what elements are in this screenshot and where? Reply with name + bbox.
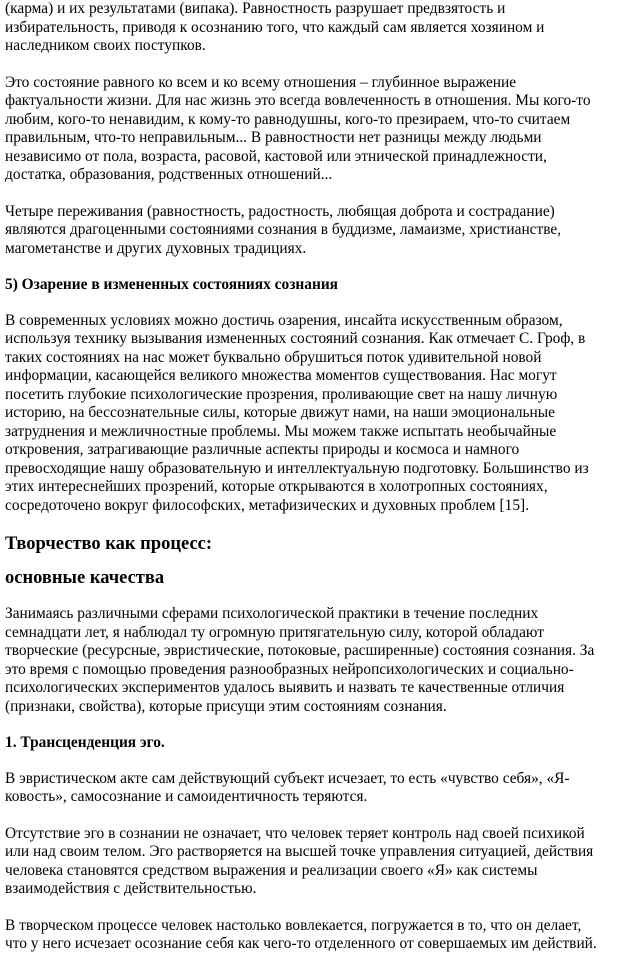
paragraph-grof: В современных условиях можно достичь озарения, инсайта искусственным образом, используя технику вызывания измененных состояний сознания. Как отмечает С. Гроф, в таких состояниях на нас может буквально обрушиться поток удивительной новой информации, касающейся великого множества моментов существования. Нас могут посетить глубокие психологические прозрения, проливающие свет на нашу личную историю, на бессознательные силы, которые движут нами, на наши эмоциональные затруднения и межличностные проблемы. Мы можем также испытать необычайные откровения, затрагивающие различные аспекты природы и космоса и намного превосходящие нашу образовательную и интеллектуальную подготовку. Большинство из этих интереснейших прозрений, которые открываются в холотропных состояниях, сосредоточено вокруг философских, метафизических и духовных проблем [15]. — [5, 311, 589, 514]
paragraph-heuristic-act: В эвристическом акте сам действующий субъект исчезает, то есть «чувство себя», «Я-ковость», самосознание и самоидентичность теряются. — [5, 769, 570, 805]
paragraph-equanimity: Это состояние равного ко всем и ко всему отношения – глубинное выражение фактуальности жизни. Для нас жизнь это всегда вовлеченность в отношения. Мы кого-то любим, кого-то ненавидим, к кому-то равнодушны, кого-то презираем, что-то считаем правильным, что-то неправильным... В равностности нет разницы между людьми независимо от пола, возраста, расовой, кастовой или этнической принадлежности, достатка, образования, родственных отношений... — [5, 73, 591, 183]
chapter-title-line1: Творчество как процесс: — [5, 534, 213, 554]
paragraph-ego-absence: Отсутствие эго в сознании не означает, что человек теряет контроль над своей психикой или над своим телом. Эго растворяется на высшей точке управления ситуацией, действия человека становятся средством выражения и реализации своего «Я» как системы взаимодействия с действительностью. — [5, 824, 594, 897]
paragraph-creative-process: В творческом процессе человек настолько вовлекается, погружается в то, что он делает, что у него исчезает осознание себя как чего-то отделенного от совершаемых им действий. — [5, 916, 597, 952]
section-heading-insight: 5) Озарение в измененных состояниях сознания — [5, 276, 339, 293]
chapter-title-line2: основные качества — [5, 568, 165, 588]
paragraph-practice: Занимаясь различными сферами психологической практики в течение последних семнадцати лет, я наблюдал ту огромную притягательную силу, которой обладают творческие (ресурсные, эвристические, потоковые, расширенные) состояния сознания. За это время с помощью проведения разнообразных нейропсихологических и социально-психологических экспериментов удалось выявить и назвать те качественные отличия (признаки, свойства), которые присущи этим состояниям сознания. — [5, 605, 595, 715]
item-heading-ego-transcendence: 1. Трансценденция эго. — [5, 734, 165, 751]
paragraph-four-experiences: Четыре переживания (равностность, радостность, любящая доброта и сострадание) являются драгоценными состояниями сознания в буддизме, ламаизме, христианстве, магометанстве и других духовных традициях. — [5, 202, 562, 257]
paragraph-karma: (карма) и их результатами (випака). Равностность разрушает предвзятость и избирательность, приводя к осознанию того, что каждый сам является хозяином и наследником своих поступков. — [5, 0, 545, 54]
